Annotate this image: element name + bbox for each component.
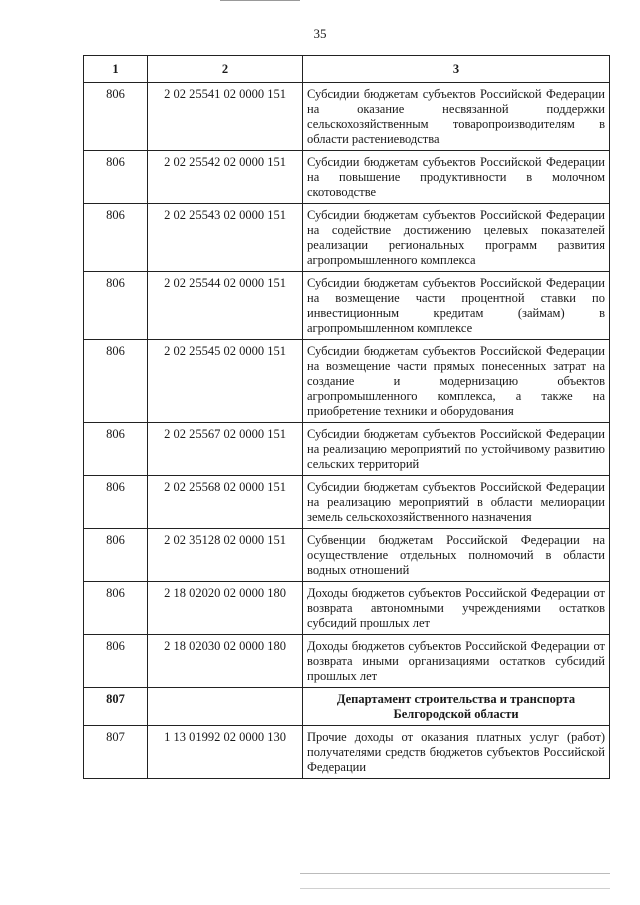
description-cell: Доходы бюджетов субъектов Российской Федерации от возврата автономными учреждениями остатков субсидий прошлых лет	[303, 582, 610, 635]
table-row	[84, 582, 610, 635]
kbk-cell: 2 18 02020 02 0000 180	[148, 582, 303, 635]
table-header-row	[84, 56, 610, 83]
table-row	[84, 529, 610, 582]
table-row	[84, 340, 610, 423]
kbk-cell: 2 02 25545 02 0000 151	[148, 340, 303, 423]
table-row	[84, 423, 610, 476]
description-cell: Субсидии бюджетам субъектов Российской Федерации на реализацию мероприятий в области мелиорации земель сельскохозяйственного назначения	[303, 476, 610, 529]
section-header-row	[84, 688, 610, 726]
kbk-cell: 2 18 02030 02 0000 180	[148, 635, 303, 688]
bottom-rule	[300, 873, 610, 874]
kbk-cell	[148, 688, 303, 726]
kbk-cell: 2 02 35128 02 0000 151	[148, 529, 303, 582]
code-cell: 807	[84, 726, 148, 779]
column-header-2: 2	[148, 56, 303, 83]
table-body	[84, 83, 610, 779]
description-cell: Доходы бюджетов субъектов Российской Федерации от возврата иными организациями остатков субсидий прошлых лет	[303, 635, 610, 688]
code-cell: 807	[84, 688, 148, 726]
kbk-cell: 2 02 25568 02 0000 151	[148, 476, 303, 529]
code-cell: 806	[84, 423, 148, 476]
page-number: 35	[313, 26, 327, 41]
column-header-1: 1	[84, 56, 148, 83]
code-cell: 806	[84, 272, 148, 340]
description-cell: Департамент строительства и транспорта Белгородской области	[303, 688, 610, 726]
table-row	[84, 151, 610, 204]
code-cell: 806	[84, 635, 148, 688]
kbk-cell: 2 02 25542 02 0000 151	[148, 151, 303, 204]
description-cell: Прочие доходы от оказания платных услуг (работ) получателями средств бюджетов субъектов Российской Федерации	[303, 726, 610, 779]
table-row	[84, 635, 610, 688]
description-cell: Субсидии бюджетам субъектов Российской Федерации на оказание несвязанной поддержки сельскохозяйственным товаропроизводителям в области растениеводства	[303, 83, 610, 151]
table-row	[84, 83, 610, 151]
kbk-cell: 2 02 25541 02 0000 151	[148, 83, 303, 151]
description-cell: Субсидии бюджетам субъектов Российской Федерации на возмещение части процентной ставки по инвестиционным кредитам (займам) в агропромышленном комплексе	[303, 272, 610, 340]
table-row	[84, 204, 610, 272]
code-cell: 806	[84, 476, 148, 529]
description-cell: Субсидии бюджетам субъектов Российской Федерации на повышение продуктивности в молочном скотоводстве	[303, 151, 610, 204]
code-cell: 806	[84, 582, 148, 635]
top-edge-line	[220, 0, 300, 1]
table-row	[84, 726, 610, 779]
description-cell: Субсидии бюджетам субъектов Российской Федерации на реализацию мероприятий по устойчивому развитию сельских территорий	[303, 423, 610, 476]
kbk-cell: 2 02 25543 02 0000 151	[148, 204, 303, 272]
table-row	[84, 272, 610, 340]
budget-classification-table	[83, 55, 610, 779]
bottom-rule-2	[300, 888, 610, 889]
code-cell: 806	[84, 204, 148, 272]
code-cell: 806	[84, 83, 148, 151]
code-cell: 806	[84, 529, 148, 582]
description-cell: Субсидии бюджетам субъектов Российской Федерации на содействие достижению целевых показателей реализации региональных программ развития агропромышленного комплекса	[303, 204, 610, 272]
code-cell: 806	[84, 151, 148, 204]
code-cell: 806	[84, 340, 148, 423]
description-cell: Субвенции бюджетам Российской Федерации на осуществление отдельных полномочий в области водных отношений	[303, 529, 610, 582]
kbk-cell: 1 13 01992 02 0000 130	[148, 726, 303, 779]
description-cell: Субсидии бюджетам субъектов Российской Федерации на возмещение части прямых понесенных затрат на создание и модернизацию объектов агропромышленного комплекса, а также на приобретение техники и оборудования	[303, 340, 610, 423]
kbk-cell: 2 02 25544 02 0000 151	[148, 272, 303, 340]
column-header-3: 3	[303, 56, 610, 83]
table-row	[84, 476, 610, 529]
kbk-cell: 2 02 25567 02 0000 151	[148, 423, 303, 476]
